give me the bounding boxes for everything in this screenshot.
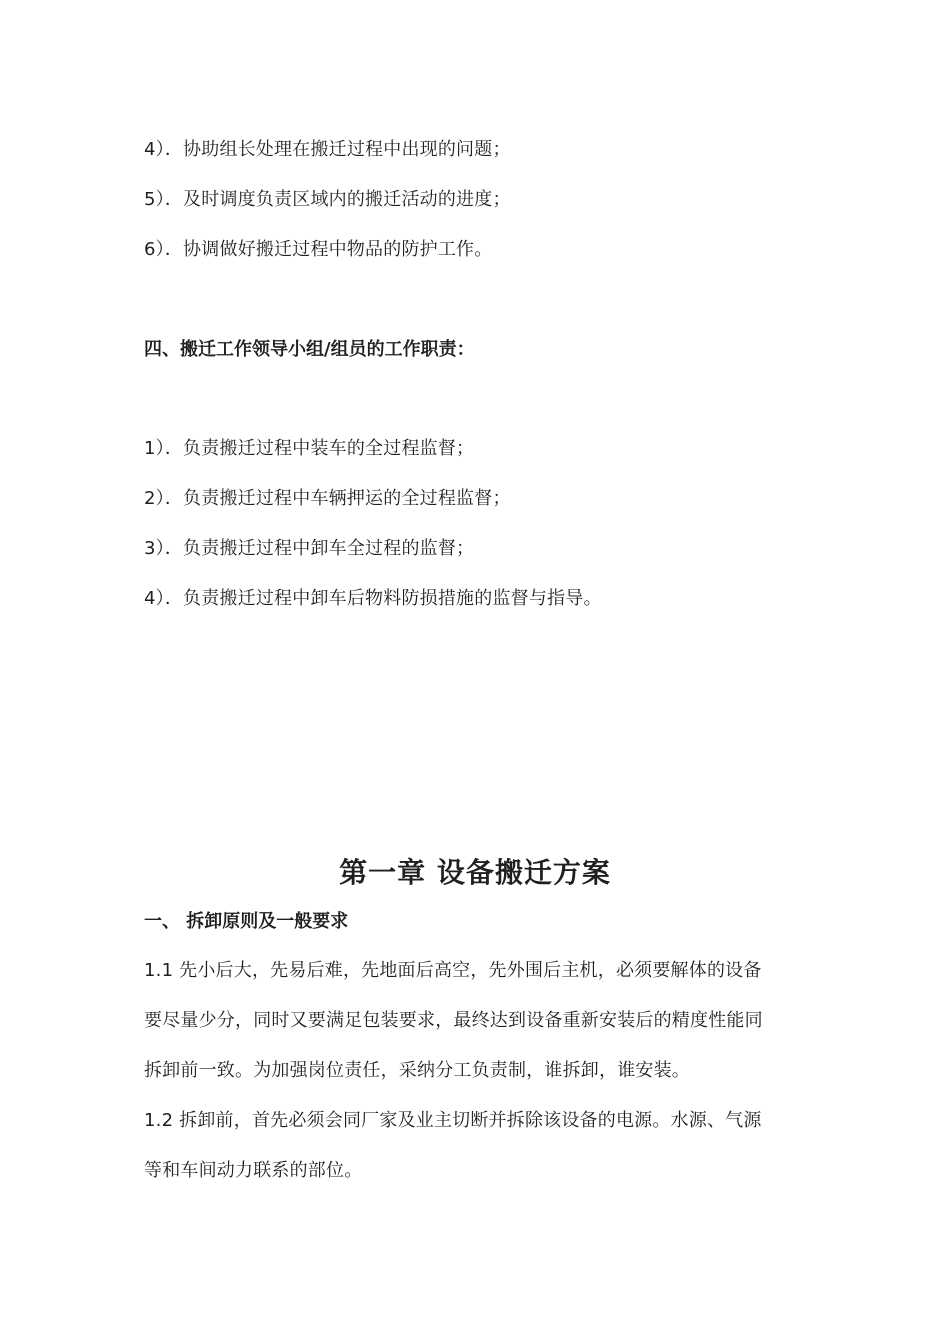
list-item: 5）．及时调度负责区域内的搬迁活动的进度； — [144, 189, 511, 210]
paragraph-line: 拆卸前一致。为加强岗位责任，采纳分工负责制，谁拆卸，谁安装。 — [144, 1060, 690, 1081]
section-heading: 四、搬迁工作领导小组/组员的工作职责： — [144, 339, 475, 360]
list-item: 4）．协助组长处理在搬迁过程中出现的问题； — [144, 139, 511, 160]
paragraph-line: 1.2 拆卸前，首先必须会同厂家及业主切断并拆除该设备的电源。水源、气源 — [144, 1110, 762, 1131]
paragraph-line: 1.1 先小后大，先易后难，先地面后高空，先外围后主机，必须要解体的设备 — [144, 960, 762, 981]
list-item: 4）．负责搬迁过程中卸车后物料防损措施的监督与指导。 — [144, 588, 602, 609]
chapter-title: 第一章 设备搬迁方案 — [339, 856, 611, 889]
list-item: 6）．协调做好搬迁过程中物品的防护工作。 — [144, 239, 493, 260]
list-item: 2）．负责搬迁过程中车辆押运的全过程监督； — [144, 488, 511, 509]
paragraph-line: 等和车间动力联系的部位。 — [144, 1160, 363, 1181]
section-heading: 一、 拆卸原则及一般要求 — [144, 911, 349, 932]
list-item: 3）．负责搬迁过程中卸车全过程的监督； — [144, 538, 475, 559]
paragraph-line: 要尽量少分，同时又要满足包装要求，最终达到设备重新安装后的精度性能同 — [144, 1010, 763, 1031]
list-item: 1）．负责搬迁过程中装车的全过程监督； — [144, 438, 475, 459]
